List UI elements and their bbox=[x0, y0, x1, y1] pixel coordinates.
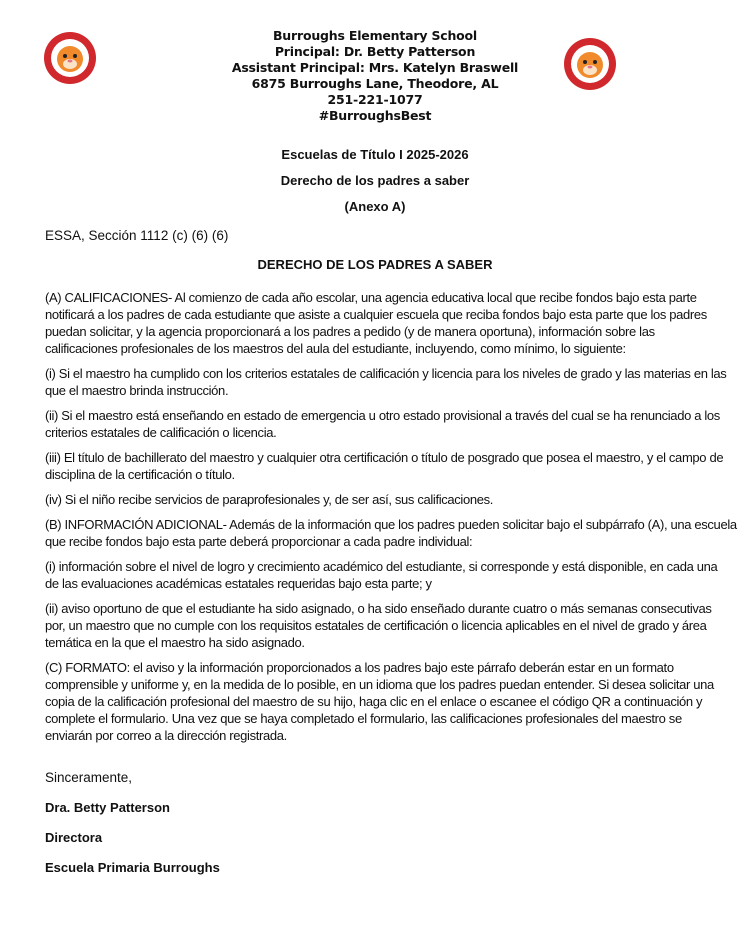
paragraph-line: (ii) aviso oportuno de que el estudiante ha sido asignado, o ha sido enseñado durante cuatro o más semanas consecutivas bbox=[45, 601, 712, 616]
letterhead bbox=[0, 28, 750, 124]
letter-body bbox=[45, 289, 737, 744]
paragraph-line: enviarán por correo a la dirección registrada. bbox=[45, 728, 287, 743]
paragraph bbox=[45, 407, 725, 441]
paragraph-line: copia de la calificación profesional del maestro de su hijo, haga clic en el enlace o escanee el código QR a continuación y bbox=[45, 694, 703, 709]
subject-title: Derecho de los padres a saber bbox=[280, 173, 470, 188]
paragraph bbox=[45, 491, 725, 508]
paragraph-line: criterios estatales de calificación o licencia. bbox=[45, 425, 277, 440]
paragraph-line: disciplina de la certificación o título. bbox=[45, 467, 235, 482]
principal: Principal: Dr. Betty Patterson bbox=[274, 44, 476, 59]
paragraph bbox=[45, 289, 725, 357]
paragraph-line: de las evaluaciones académicas estatales requeridas bajo esta parte; y bbox=[45, 576, 432, 591]
address: 6875 Burroughs Lane, Theodore, AL bbox=[251, 76, 499, 91]
paragraph bbox=[45, 659, 725, 744]
assistant-principal: Assistant Principal: Mrs. Katelyn Braswell bbox=[231, 60, 519, 75]
paragraph-line: comprensible y uniforme y, en la medida de lo posible, en un idioma que los padres puedan entender. Si desea solicitar una bbox=[45, 677, 714, 692]
paragraph-line: (ii) Si el maestro está enseñando en estado de emergencia u otro estado provisional a través del cual se ha renunciado a los bbox=[45, 408, 720, 423]
paragraph-line: (B) INFORMACIÓN ADICIONAL- Además de la información que los padres pueden solicitar bajo el subpárrafo (A), una escuela bbox=[45, 517, 737, 532]
school-name: Burroughs Elementary School bbox=[272, 28, 478, 43]
salutation: Sinceramente, bbox=[45, 770, 133, 785]
hashtag: #BurroughsBest bbox=[318, 108, 432, 123]
paragraph-line: puedan solicitar, y la agencia proporcionará a los padres a pedido (y de manera oportuna), información sobre las bbox=[45, 324, 655, 339]
citation: ESSA, Sección 1112 (c) (6) (6) bbox=[45, 228, 229, 243]
phone: 251-221-1077 bbox=[327, 92, 423, 107]
signer-school: Escuela Primaria Burroughs bbox=[45, 860, 220, 875]
paragraph-line: calificaciones profesionales de los maestros del aula del estudiante, incluyendo, como mínimo, lo siguiente: bbox=[45, 341, 626, 356]
program-title: Escuelas de Título I 2025-2026 bbox=[281, 147, 469, 162]
section-heading: DERECHO DE LOS PADRES A SABER bbox=[257, 257, 493, 272]
paragraph-line: (iv) Si el niño recibe servicios de paraprofesionales y, de ser así, sus calificaciones. bbox=[45, 492, 494, 507]
annex-title: (Anexo A) bbox=[344, 199, 406, 214]
paragraph bbox=[45, 449, 725, 483]
paragraph-line: que el maestro brinda instrucción. bbox=[45, 383, 229, 398]
paragraph bbox=[45, 365, 725, 399]
paragraph bbox=[45, 558, 725, 592]
paragraph-line: (C) FORMATO: el aviso y la información proporcionados a los padres bajo este párrafo deberán estar en un formato bbox=[45, 660, 674, 675]
paragraph-line: complete el formulario. Una vez que se haya completado el formulario, las calificaciones profesionales del maestro se bbox=[45, 711, 682, 726]
paragraph-line: (i) información sobre el nivel de logro y crecimiento académico del estudiante, si corresponde y está disponible, en cada una bbox=[45, 559, 718, 574]
paragraph-line: (iii) El título de bachillerato del maestro y cualquier otra certificación o título de posgrado que posea el maestro, y el campo de bbox=[45, 450, 724, 465]
paragraph-line: que recibe fondos bajo esta parte deberá proporcionar a cada padre individual: bbox=[45, 534, 473, 549]
paragraph-line: temática en la que el maestro ha sido asignado. bbox=[45, 635, 305, 650]
paragraph-line: (A) CALIFICACIONES- Al comienzo de cada año escolar, una agencia educativa local que recibe fondos bajo esta parte bbox=[45, 290, 697, 305]
paragraph bbox=[45, 600, 725, 651]
signer-name: Dra. Betty Patterson bbox=[45, 800, 170, 815]
paragraph-line: (i) Si el maestro ha cumplido con los criterios estatales de calificación y licencia para los niveles de grado y las materias en las bbox=[45, 366, 727, 381]
paragraph bbox=[45, 516, 737, 550]
paragraph-line: notificará a los padres de cada estudiante que asiste a cualquier escuela que reciba fondos bajo esta parte que los padres bbox=[45, 307, 707, 322]
signer-title: Directora bbox=[45, 830, 103, 845]
paragraph-line: por, un maestro que no cumple con los requisitos estatales de certificación o licencia aplicables en el nivel de grado y área bbox=[45, 618, 707, 633]
